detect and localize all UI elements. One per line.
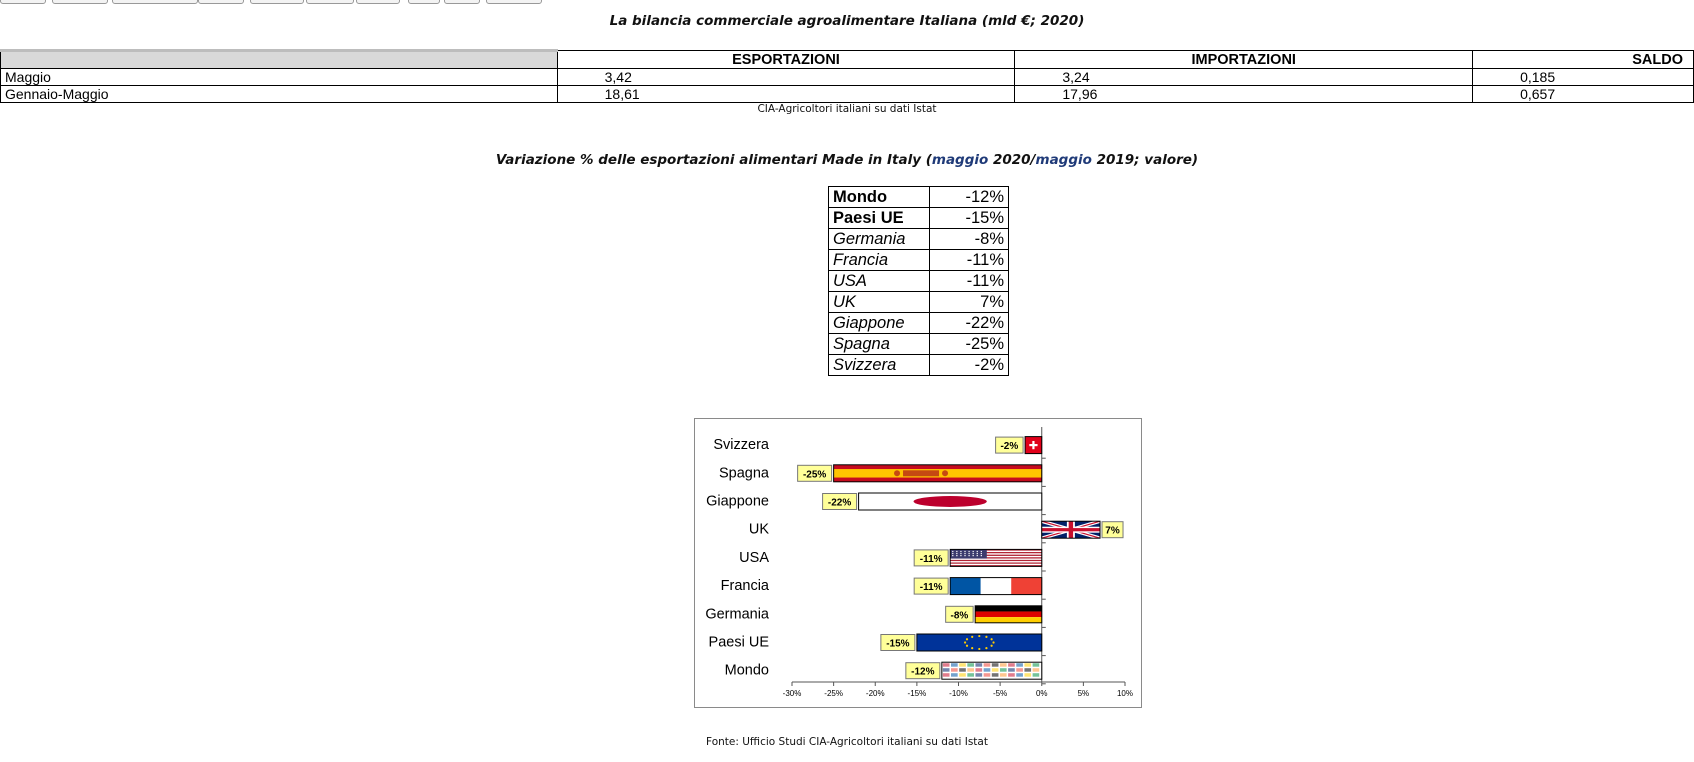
value-cell: -22%: [930, 313, 1009, 334]
category-label: USA: [739, 549, 769, 566]
country-cell: Spagna: [829, 334, 930, 355]
value-cell: -11%: [930, 250, 1009, 271]
table-row: [829, 334, 1009, 355]
category-label: Giappone: [706, 493, 769, 510]
title-part: 2019; valore): [1091, 152, 1199, 168]
data-label: -15%: [886, 638, 910, 650]
category-label: Germania: [705, 606, 769, 623]
country-cell: Germania: [829, 229, 930, 250]
row-label: Gennaio-Maggio: [1, 86, 558, 103]
data-label: -2%: [1000, 441, 1019, 453]
toolbar: [0, 0, 1694, 3]
title-part: 2020/: [988, 152, 1036, 168]
value-cell: 7%: [930, 292, 1009, 313]
bar: [859, 493, 1042, 510]
header-esportazioni: ESPORTAZIONI: [557, 51, 1015, 69]
toolbar-button[interactable]: [198, 0, 244, 4]
value-cell: -25%: [930, 334, 1009, 355]
bar: [942, 662, 1042, 679]
cell-saldo: 0,185: [1473, 69, 1694, 86]
table-row: [1, 69, 1694, 86]
header-saldo: SALDO: [1473, 51, 1694, 69]
x-tick-label: -15%: [907, 689, 927, 698]
header-corner: [1, 51, 558, 69]
bar: [1025, 437, 1042, 454]
table-row: [829, 208, 1009, 229]
toolbar-button[interactable]: [306, 0, 354, 4]
header-importazioni: IMPORTAZIONI: [1015, 51, 1473, 69]
country-cell: USA: [829, 271, 930, 292]
row-label: Maggio: [1, 69, 558, 86]
trade-balance-title: La bilancia commerciale agroalimentare Italiana (mld €; 2020): [609, 13, 1085, 29]
table-row: [829, 313, 1009, 334]
cell-importazioni: 17,96: [1015, 86, 1473, 103]
export-variation-title: [0, 152, 1694, 168]
cell-importazioni: 3,24: [1015, 69, 1473, 86]
toolbar-button[interactable]: [356, 0, 400, 4]
table-header-row: [1, 51, 1694, 69]
toolbar-button[interactable]: [408, 0, 440, 4]
x-tick-label: 5%: [1077, 689, 1090, 698]
country-cell: Francia: [829, 250, 930, 271]
toolbar-button[interactable]: [0, 0, 46, 4]
category-label: Mondo: [724, 662, 769, 679]
category-label: Paesi UE: [708, 634, 769, 651]
title-part: Variazione % delle esportazioni alimentari Made in Italy (: [495, 152, 932, 168]
data-label: -8%: [950, 610, 969, 622]
x-tick-label: -30%: [782, 689, 802, 698]
x-tick-label: -10%: [949, 689, 968, 698]
toolbar-button[interactable]: [250, 0, 304, 4]
title-month: maggio: [1035, 152, 1092, 168]
value-cell: -2%: [930, 355, 1009, 376]
x-tick-label: 0%: [1035, 689, 1048, 698]
bar: [950, 578, 1042, 595]
x-tick-label: -25%: [824, 689, 843, 698]
value-cell: -8%: [930, 229, 1009, 250]
chart-source: Fonte: Ufficio Studi CIA-Agricoltori italiani su dati Istat: [706, 736, 988, 748]
data-label: -22%: [827, 497, 852, 509]
bar: [950, 549, 1042, 566]
country-cell: Paesi UE: [829, 208, 930, 229]
trade-balance-table: [0, 49, 1694, 103]
table-row: [829, 271, 1009, 292]
export-variation-chart: [694, 418, 1142, 708]
table-row: [829, 187, 1009, 208]
table-row: [1, 86, 1694, 103]
table-row: [829, 355, 1009, 376]
export-variation-table: [828, 186, 1009, 376]
bar: [917, 634, 1042, 651]
category-label: Spagna: [719, 465, 769, 482]
value-cell: -11%: [930, 271, 1009, 292]
toolbar-button[interactable]: [52, 0, 108, 4]
data-label: -25%: [802, 469, 827, 481]
title-month: maggio: [931, 152, 989, 168]
category-label: UK: [748, 521, 769, 538]
data-label: -11%: [919, 553, 943, 565]
toolbar-button[interactable]: [112, 0, 198, 4]
data-label: -11%: [919, 582, 943, 594]
x-tick-label: -20%: [865, 689, 885, 698]
cell-saldo: 0,657: [1473, 86, 1694, 103]
value-cell: -15%: [930, 208, 1009, 229]
data-label: -12%: [911, 666, 935, 678]
table-row: [829, 229, 1009, 250]
table-row: [829, 292, 1009, 313]
bar: [834, 465, 1042, 482]
category-label: Francia: [720, 578, 769, 595]
country-cell: UK: [829, 292, 930, 313]
country-cell: Giappone: [829, 313, 930, 334]
category-label: Svizzera: [713, 437, 769, 454]
cell-esportazioni: 18,61: [557, 86, 1015, 103]
value-cell: -12%: [930, 187, 1009, 208]
toolbar-button[interactable]: [444, 0, 480, 4]
table-row: [829, 250, 1009, 271]
x-tick-label: -5%: [993, 689, 1008, 698]
country-cell: Svizzera: [829, 355, 930, 376]
toolbar-button[interactable]: [486, 0, 542, 4]
x-tick-label: 10%: [1116, 689, 1134, 698]
cell-esportazioni: 3,42: [557, 69, 1015, 86]
bar-chart-svg: [695, 419, 1141, 707]
trade-balance-source: CIA-Agricoltori italiani su dati Istat: [757, 103, 937, 115]
bar: [975, 606, 1042, 623]
bar: [1042, 521, 1100, 538]
data-label: 7%: [1105, 525, 1120, 537]
country-cell: Mondo: [829, 187, 930, 208]
